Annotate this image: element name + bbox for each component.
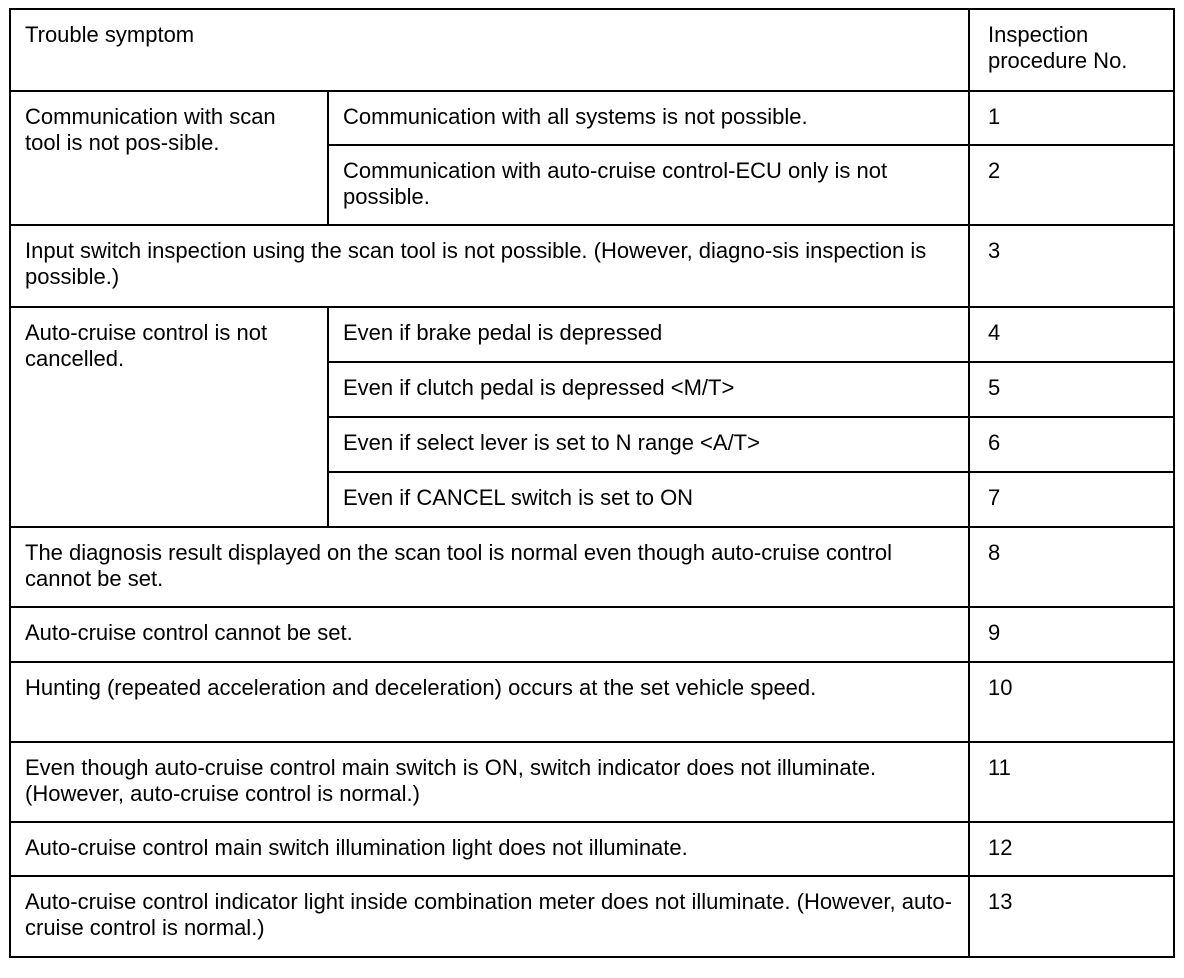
procedure-number: 11 [969, 742, 1174, 822]
procedure-number: 3 [969, 225, 1174, 307]
procedure-number: 7 [969, 472, 1174, 527]
table-row [10, 607, 1174, 662]
procedure-number: 5 [969, 362, 1174, 417]
symptom-text: Even though auto-cruise control main switch is ON, switch indicator does not illuminate. (However, auto-cruise control is normal.) [10, 742, 969, 822]
header-inspection-procedure: Inspection procedure No. [969, 9, 1174, 91]
symptom-detail: Even if clutch pedal is depressed <M/T> [328, 362, 969, 417]
procedure-number: 2 [969, 145, 1174, 225]
symptom-text: Auto-cruise control cannot be set. [10, 607, 969, 662]
symptom-text: Auto-cruise control main switch illumination light does not illuminate. [10, 822, 969, 876]
table-row [10, 307, 1174, 362]
symptom-text: Input switch inspection using the scan tool is not possible. (However, diagno-sis inspection is possible.) [10, 225, 969, 307]
procedure-number: 13 [969, 876, 1174, 957]
symptom-detail: Even if CANCEL switch is set to ON [328, 472, 969, 527]
procedure-number: 6 [969, 417, 1174, 472]
symptom-detail: Communication with all systems is not possible. [328, 91, 969, 145]
procedure-number: 10 [969, 662, 1174, 742]
header-trouble-symptom: Trouble symptom [10, 9, 969, 91]
symptom-detail: Even if brake pedal is depressed [328, 307, 969, 362]
procedure-number: 4 [969, 307, 1174, 362]
trouble-symptom-table [9, 8, 1175, 958]
table-row [10, 742, 1174, 822]
procedure-number: 1 [969, 91, 1174, 145]
procedure-number: 8 [969, 527, 1174, 607]
table-row [10, 91, 1174, 145]
symptom-text: Auto-cruise control indicator light inside combination meter does not illuminate. (However, auto-cruise control is normal.) [10, 876, 969, 957]
table-row [10, 822, 1174, 876]
symptom-detail: Even if select lever is set to N range <A/T> [328, 417, 969, 472]
table-row [10, 527, 1174, 607]
symptom-group-communication: Communication with scan tool is not pos-sible. [10, 91, 328, 225]
symptom-group-not-cancelled: Auto-cruise control is not cancelled. [10, 307, 328, 527]
header-row [10, 9, 1174, 91]
symptom-detail: Communication with auto-cruise control-ECU only is not possible. [328, 145, 969, 225]
procedure-number: 12 [969, 822, 1174, 876]
symptom-text: Hunting (repeated acceleration and deceleration) occurs at the set vehicle speed. [10, 662, 969, 742]
table-row [10, 662, 1174, 742]
table-row [10, 876, 1174, 957]
table-row [10, 225, 1174, 307]
symptom-text: The diagnosis result displayed on the scan tool is normal even though auto-cruise control cannot be set. [10, 527, 969, 607]
procedure-number: 9 [969, 607, 1174, 662]
